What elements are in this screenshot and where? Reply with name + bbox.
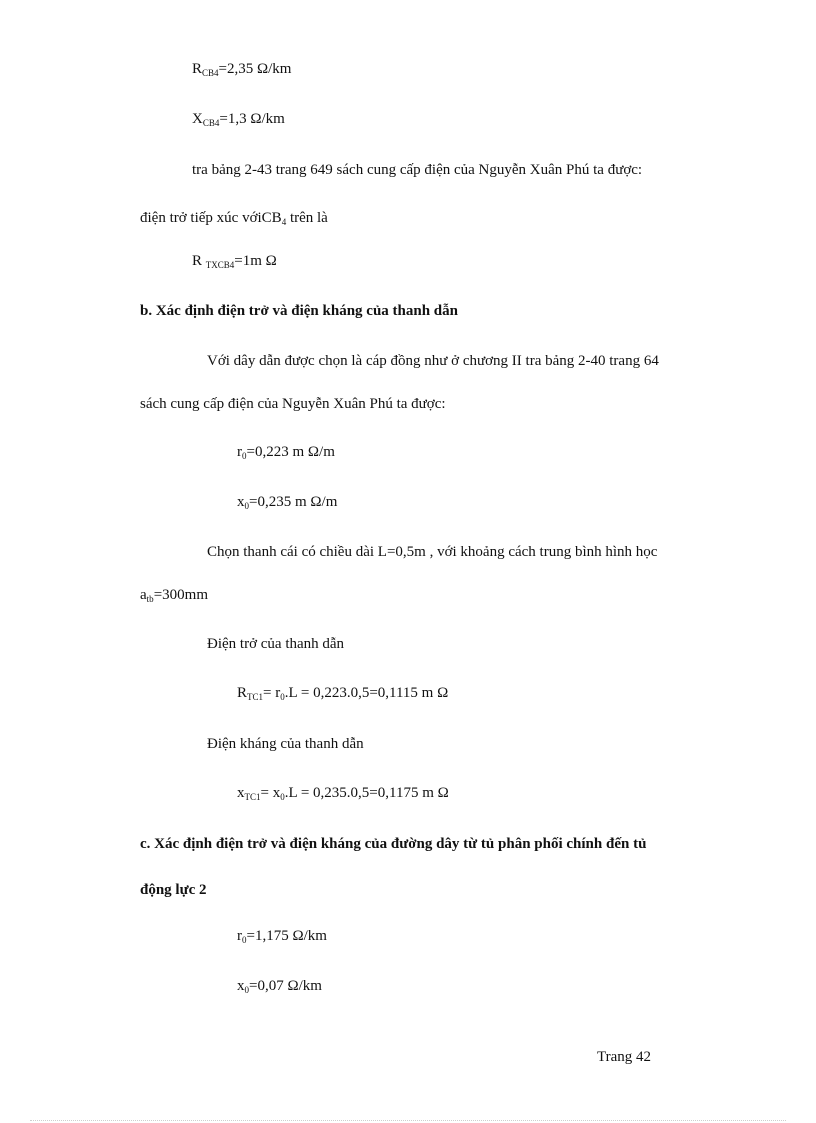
paragraph-table-lookup: tra bảng 2-43 trang 649 sách cung cấp điện của Nguyễn Xuân Phú ta được:	[192, 162, 643, 178]
formula-r-tc1: $R_{TC1}= r_0.L = 0,223.0,5=0,1115$ m Ω	[237, 685, 449, 702]
formula-r-cb4: $R_{CB4}=2,35$ Ω/km	[192, 61, 292, 78]
formula-x-tc1: $x_{TC1}= x_0.L = 0,235.0,5=0,1175$ m Ω	[237, 785, 449, 802]
formula-r0-busbar: $r_0=0,223$ m Ω/m	[237, 444, 335, 461]
formula-x0-busbar: $x_0=0,235$ m Ω/m	[237, 494, 338, 511]
formula-atb: $a_{tb}=300mm$	[140, 587, 208, 604]
formula-r-txcb4: R $_{TXCB4}$=1m Ω	[192, 253, 277, 270]
label-busbar-resistance: Điện trở của thanh dẫn	[207, 636, 345, 652]
footer-divider	[30, 1120, 786, 1121]
formula-x0-line: $x_0=0,07$ Ω/km	[237, 978, 322, 995]
paragraph-cable-table: Với dây dẫn được chọn là cáp đồng như ở chương II tra bảng 2-40 trang 64	[207, 353, 659, 369]
section-heading-b: b. Xác định điện trở và điện kháng của thanh dẫn	[140, 303, 458, 319]
section-heading-c-cont: động lực 2	[140, 882, 207, 898]
formula-x-cb4: $X_{CB4}=1,3$ Ω/km	[192, 111, 285, 128]
page-number: Trang 42	[597, 1049, 652, 1065]
label-busbar-reactance: Điện kháng của thanh dẫn	[207, 736, 364, 752]
paragraph-contact-resistance: điện trở tiếp xúc vớiCB$_4$ trên là	[140, 210, 328, 227]
section-heading-c: c. Xác định điện trở và điện kháng của đường dây từ tủ phân phối chính đến tủ	[140, 836, 647, 852]
paragraph-cable-table-cont: sách cung cấp điện của Nguyễn Xuân Phú ta được:	[140, 396, 446, 412]
paragraph-busbar-length: Chọn thanh cái có chiều dài L=0,5m , với khoảng cách trung bình hình học	[207, 544, 658, 560]
formula-r0-line: $r_0=1,175$ Ω/km	[237, 928, 327, 945]
